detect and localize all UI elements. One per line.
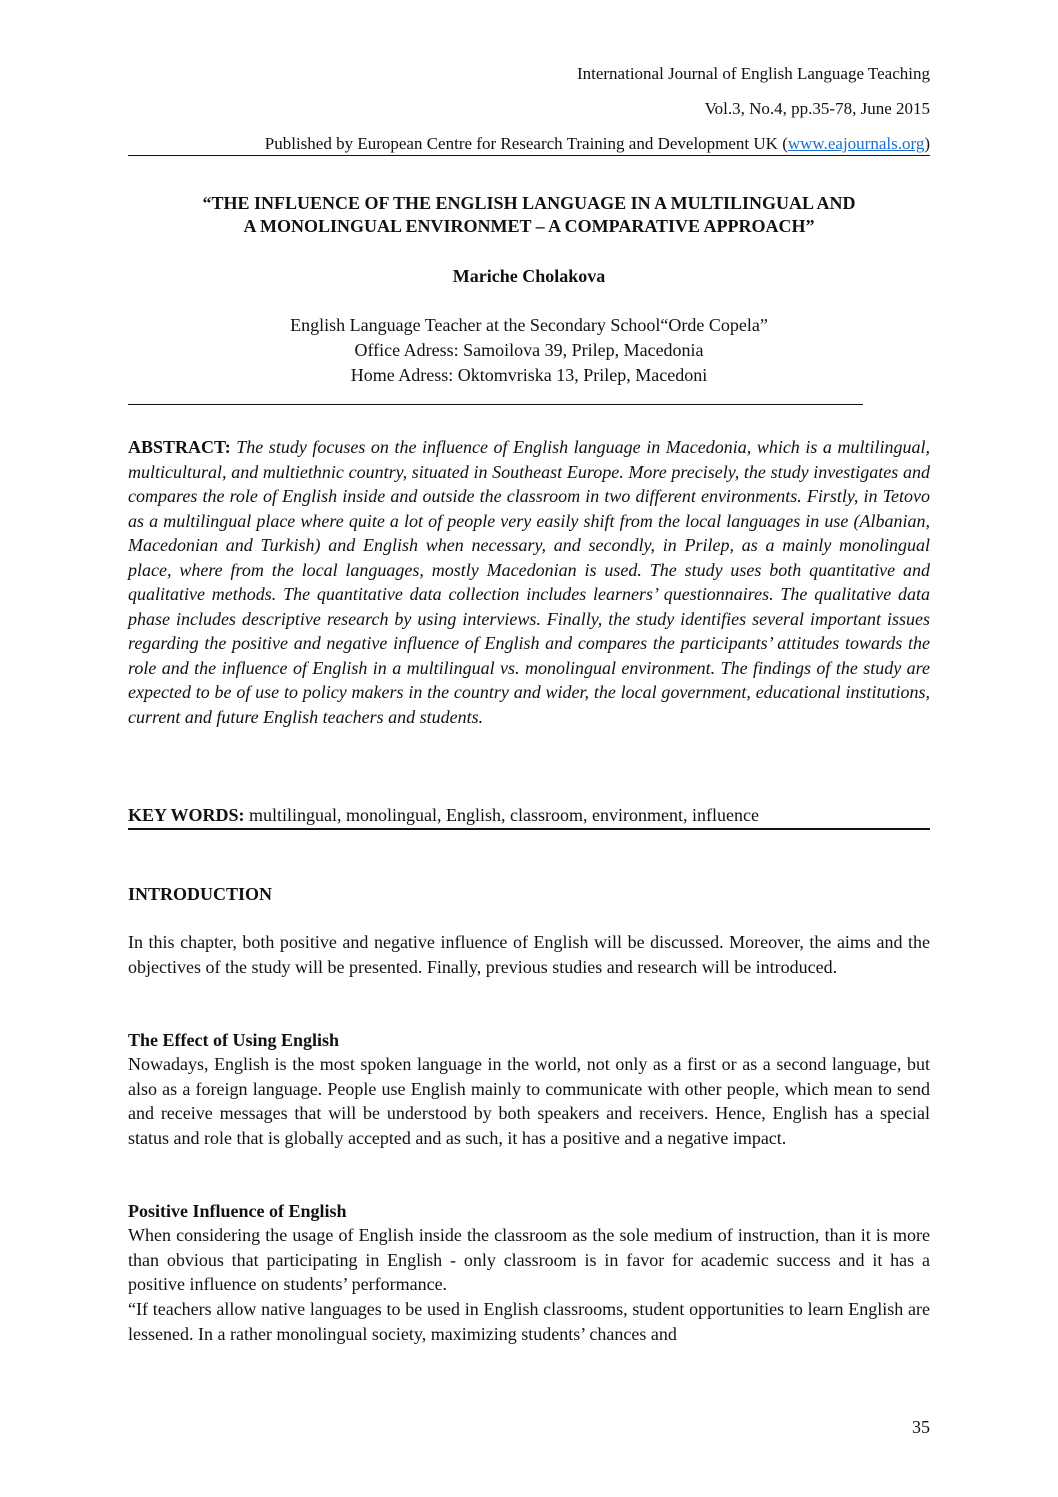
separator-line xyxy=(128,404,863,405)
author-affiliation: English Language Teacher at the Secondary School“Orde Copela” xyxy=(290,315,768,335)
journal-name: International Journal of English Language Teaching xyxy=(576,64,930,83)
keywords-text: multilingual, monolingual, English, classroom, environment, influence xyxy=(244,805,759,825)
publisher-prefix: Published by European Centre for Research Training and Development UK ( xyxy=(264,134,788,153)
author-name: Mariche Cholakova xyxy=(452,266,606,286)
page-number: 35 xyxy=(912,1417,930,1437)
author-home-address: Home Adress: Oktomvriska 13, Prilep, Macedoni xyxy=(350,365,708,385)
author-affiliation-block xyxy=(128,313,930,388)
effect-paragraph: Nowadays, English is the most spoken language in the world, not only as a first or as a second language, but also as a foreign language. People use English mainly to communicate with other people, which mean to send and receive messages that will be understood by both speakers and receivers. Hence, English has a special status and role that is globally accepted and as such, it has a positive and a negative impact. xyxy=(128,1054,930,1148)
author-office-address: Office Adress: Samoilova 39, Prilep, Macedonia xyxy=(354,340,704,360)
journal-volume: Vol.3, No.4, pp.35-78, June 2015 xyxy=(704,99,930,118)
keywords-label: KEY WORDS: xyxy=(128,805,245,825)
keywords xyxy=(128,804,930,830)
title-line-2: A MONOLINGUAL ENVIRONMET – A COMPARATIVE APPROACH” xyxy=(243,216,815,236)
introduction-heading: INTRODUCTION xyxy=(128,884,273,904)
positive-influence-paragraph: When considering the usage of English inside the classroom as the sole medium of instruction, than it is more than obvious that participating in English - only classroom is in favor for academic success and it has a positive influence on students’ performance. xyxy=(128,1225,930,1294)
abstract-label: ABSTRACT: xyxy=(128,437,231,457)
publisher-suffix: ) xyxy=(924,134,930,153)
positive-influence-quote: “If teachers allow native languages to be used in English classrooms, student opportunities to learn English are lessened. In a rather monolingual society, maximizing students’ chances and xyxy=(128,1299,930,1344)
publisher-link[interactable]: www.eajournals.org xyxy=(787,134,925,153)
effect-heading: The Effect of Using English xyxy=(128,1030,340,1050)
title-line-1: “THE INFLUENCE OF THE ENGLISH LANGUAGE IN A MULTILINGUAL AND xyxy=(202,193,856,213)
publisher-line xyxy=(128,134,930,156)
paper-title xyxy=(128,192,930,238)
abstract xyxy=(128,435,930,729)
introduction-paragraph: In this chapter, both positive and negative influence of English will be discussed. Moreover, the aims and the objectives of the study will be presented. Finally, previous studies and research will be introduced. xyxy=(128,932,930,977)
positive-influence-heading: Positive Influence of English xyxy=(128,1201,347,1221)
abstract-text: The study focuses on the influence of English language in Macedonia, which is a multilingual, multicultural, and multiethnic country, situated in Southeast Europe. More precisely, the study investigates and compares the role of English inside and outside the classroom in two different environments. Firstly, in Tetovo as a multilingual place where quite a lot of people very easily shift from the local languages in use (Albanian, Macedonian and Turkish) and English when necessary, and secondly, in Prilep, as a mainly monolingual place, where from the local languages, mostly Macedonian is used. The study uses both quantitative and qualitative methods. The quantitative data collection includes learners’ questionnaires. The qualitative data phase includes descriptive research by using interviews. Finally, the study identifies several important issues regarding the positive and negative influence of English and compares the participants’ attitudes towards the role and the influence of English in a multilingual vs. monolingual environment. The findings of the study are expected to be of use to policy makers in the country and wider, the local government, educational institutions, current and future English teachers and students. xyxy=(128,437,931,727)
